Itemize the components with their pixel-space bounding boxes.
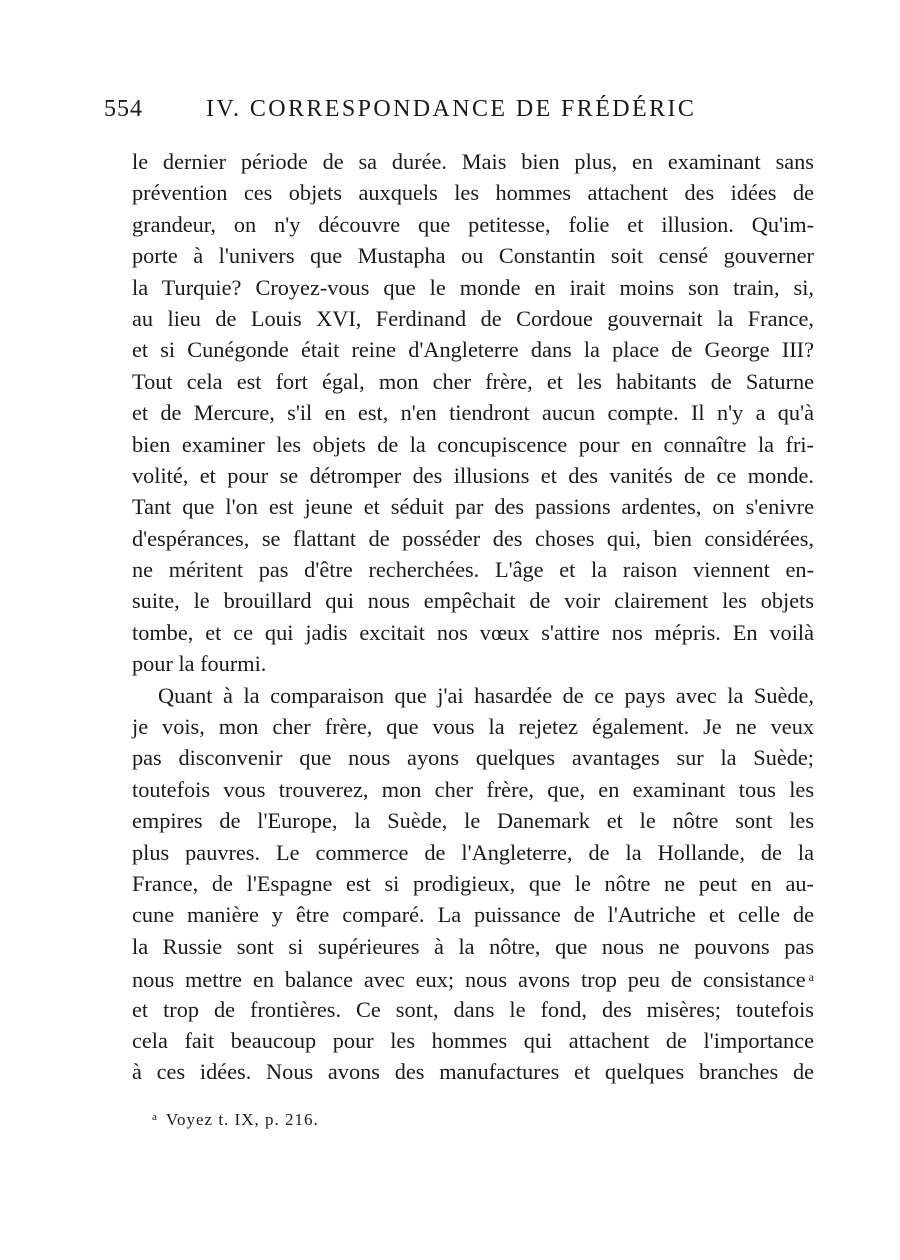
text-line: cela fait beaucoup pour les hommes qui attachent de l'importance <box>132 1027 814 1053</box>
text-line: Tant que l'on est jeune et séduit par des passions ardentes, on s'enivre <box>132 494 814 520</box>
running-head <box>104 96 824 136</box>
text-line: et trop de frontières. Ce sont, dans le fond, des misères; toutefois <box>132 996 814 1022</box>
text-line: pour la fourmi. <box>132 651 267 677</box>
text-line: toutefois vous trouverez, mon cher frère, que, en examinant tous les <box>132 776 814 802</box>
text-line: Tout cela est fort égal, mon cher frère, et les habitants de Saturne <box>132 368 814 394</box>
text-line: la Russie sont si supérieures à la nôtre, que nous ne pouvons pas <box>132 933 814 959</box>
text-line: la Turquie? Croyez-vous que le monde en irait moins son train, si, <box>132 274 814 300</box>
text-line: je vois, mon cher frère, que vous la rejetez également. Je ne veux <box>132 714 814 740</box>
text-line: plus pauvres. Le commerce de l'Angleterre, de la Hollande, de la <box>132 839 814 865</box>
footnote <box>152 1110 319 1130</box>
text-line: prévention ces objets auxquels les hommes attachent des idées de <box>132 180 814 206</box>
footnote-reference: a <box>808 970 814 985</box>
text-line-content: nous mettre en balance avec eux; nous avons trop peu de consistance <box>132 967 806 993</box>
text-line: volité, et pour se détromper des illusions et des vanités de ce monde. <box>132 462 814 488</box>
text-line: et si Cunégonde était reine d'Angleterre dans la place de George III? <box>132 337 814 363</box>
text-line: suite, le brouillard qui nous empêchait de voir clairement les objets <box>132 588 814 614</box>
text-line-with-footnote-ref <box>132 962 814 993</box>
text-line: ne méritent pas d'être recherchées. L'âge et la raison viennent en- <box>132 557 814 583</box>
text-line: d'espérances, se flattant de posséder des choses qui, bien considérées, <box>132 525 814 551</box>
text-line: tombe, et ce qui jadis excitait nos vœux s'attire nos mépris. En voilà <box>132 619 814 645</box>
text-line: empires de l'Europe, la Suède, le Danemark et le nôtre sont les <box>132 808 814 834</box>
text-line: France, de l'Espagne est si prodigieux, que le nôtre ne peut en au- <box>132 870 814 896</box>
text-line: porte à l'univers que Mustapha ou Constantin soit censé gouverner <box>132 243 814 269</box>
text-line: cune manière y être comparé. La puissance de l'Autriche et celle de <box>132 902 814 928</box>
text-line: Quant à la comparaison que j'ai hasardée de ce pays avec la Suède, <box>158 682 814 708</box>
text-line: bien examiner les objets de la concupiscence pour en connaître la fri- <box>132 431 814 457</box>
text-line: à ces idées. Nous avons des manufactures et quelques branches de <box>132 1059 814 1085</box>
footnote-text: Voyez t. IX, p. 216. <box>165 1110 319 1129</box>
text-line: le dernier période de sa durée. Mais bien plus, en examinant sans <box>132 149 814 174</box>
running-title: IV. CORRESPONDANCE DE FRÉDÉRIC <box>206 96 697 122</box>
text-line: pas disconvenir que nous ayons quelques avantages sur la Suède; <box>132 745 814 771</box>
text-line: au lieu de Louis XVI, Ferdinand de Cordoue gouvernait la France, <box>132 305 814 331</box>
footnote-marker: a <box>152 1111 158 1123</box>
text-line: et de Mercure, s'il en est, n'en tiendront aucun compte. Il n'y a qu'à <box>132 400 814 426</box>
body-text <box>132 146 814 1088</box>
page-number: 554 <box>104 96 143 122</box>
text-line: grandeur, on n'y découvre que petitesse, folie et illusion. Qu'im- <box>132 211 814 237</box>
